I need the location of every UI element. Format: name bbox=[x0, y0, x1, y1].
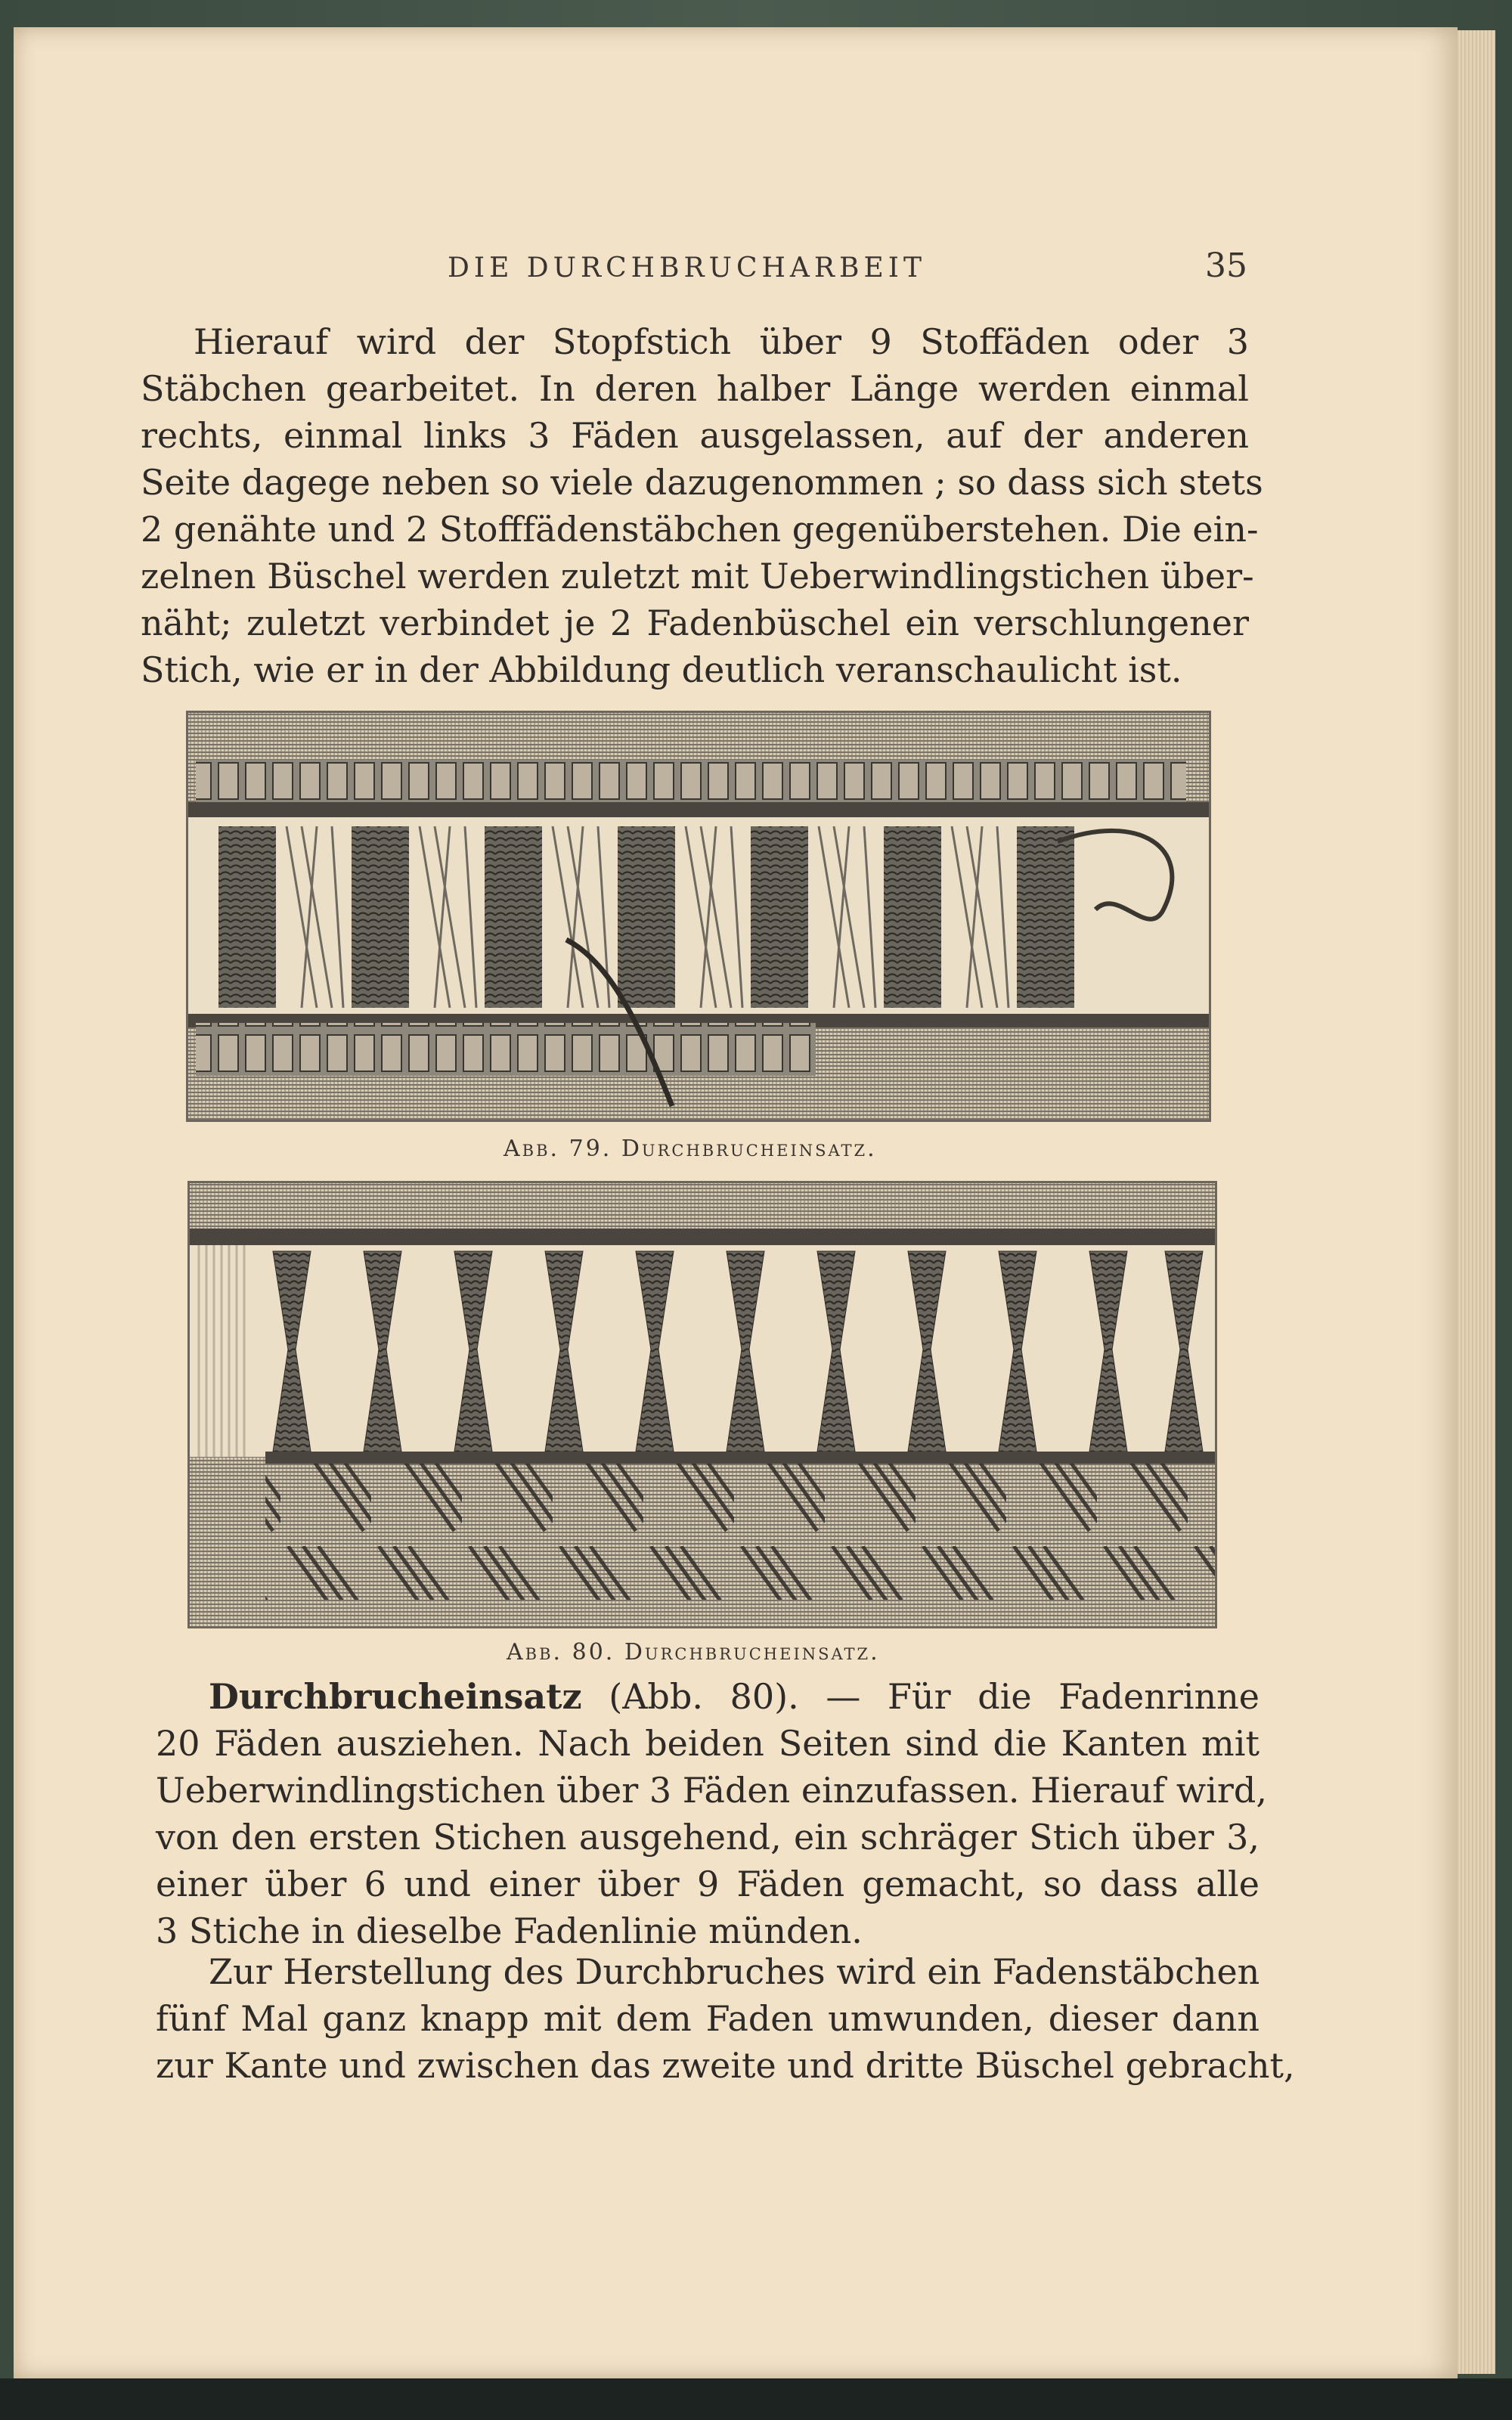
text-line: fünf Mal ganz knapp mit dem Faden umwunden, dieser dann bbox=[156, 1998, 1259, 2039]
text-line: Seite dagege neben so viele dazugenommen ; so dass sich stets bbox=[141, 462, 1263, 503]
figure-80-durchbrucheinsatz bbox=[187, 1181, 1217, 1628]
book-bottom-edge bbox=[0, 2378, 1512, 2420]
text-line: 2 genähte und 2 Stofffädenstäbchen gegenüberstehen. Die ein- bbox=[141, 509, 1259, 550]
text-line: näht; zuletzt verbindet je 2 Fadenbüschel ein verschlungener bbox=[141, 603, 1249, 643]
page-number: 35 bbox=[1205, 246, 1247, 285]
lead-term: Durchbrucheinsatz bbox=[209, 1676, 582, 1717]
text-line: zelnen Büschel werden zuletzt mit Ueberwindlingstichen über- bbox=[141, 556, 1254, 596]
text-line: rechts, einmal links 3 Fäden ausgelassen, auf der anderen bbox=[141, 415, 1249, 456]
text-line: Stäbchen gearbeitet. In deren halber Länge werden einmal bbox=[141, 368, 1249, 409]
paragraph-herstellung bbox=[156, 1948, 1295, 2089]
figure-80-illustration bbox=[190, 1183, 1215, 1626]
figure-80-caption: Abb. 80. Durchbrucheinsatz. bbox=[507, 1639, 880, 1665]
figure-79-illustration bbox=[188, 713, 1209, 1120]
text-line: zur Kante und zwischen das zweite und dritte Büschel gebracht, bbox=[156, 2045, 1295, 2086]
page-header bbox=[136, 246, 1247, 284]
text-line: Hierauf wird der Stopfstich über 9 Stoffäden oder 3 bbox=[194, 321, 1249, 362]
running-head: DIE DURCHBRUCHARBEIT bbox=[448, 253, 926, 284]
figure-79-durchbrucheinsatz bbox=[186, 711, 1211, 1122]
text-line bbox=[156, 1673, 1259, 1720]
text-line: 20 Fäden ausziehen. Nach beiden Seiten sind die Kanten mit bbox=[156, 1723, 1259, 1764]
paragraph-durchbrucheinsatz bbox=[156, 1673, 1267, 1954]
text-fragment: (Abb. 80). — Für die Fadenrinne bbox=[581, 1676, 1259, 1717]
text-line: von den ersten Stichen ausgehend, ein schräger Stich über 3, bbox=[156, 1817, 1259, 1858]
page-stack-edge bbox=[1458, 30, 1495, 2374]
text-line: Ueberwindlingstichen über 3 Fäden einzufassen. Hierauf wird, bbox=[156, 1770, 1267, 1811]
text-line: Stich, wie er in der Abbildung deutlich veranschaulicht ist. bbox=[141, 649, 1182, 690]
paragraph-stopfstich bbox=[141, 318, 1263, 693]
figure-79-caption: Abb. 79. Durchbrucheinsatz. bbox=[503, 1136, 877, 1162]
text-line: 3 Stiche in dieselbe Fadenlinie münden. bbox=[156, 1910, 863, 1951]
text-line: Zur Herstellung des Durchbruches wird ein Fadenstäbchen bbox=[209, 1951, 1260, 1992]
text-line: einer über 6 und einer über 9 Fäden gemacht, so dass alle bbox=[156, 1864, 1259, 1904]
